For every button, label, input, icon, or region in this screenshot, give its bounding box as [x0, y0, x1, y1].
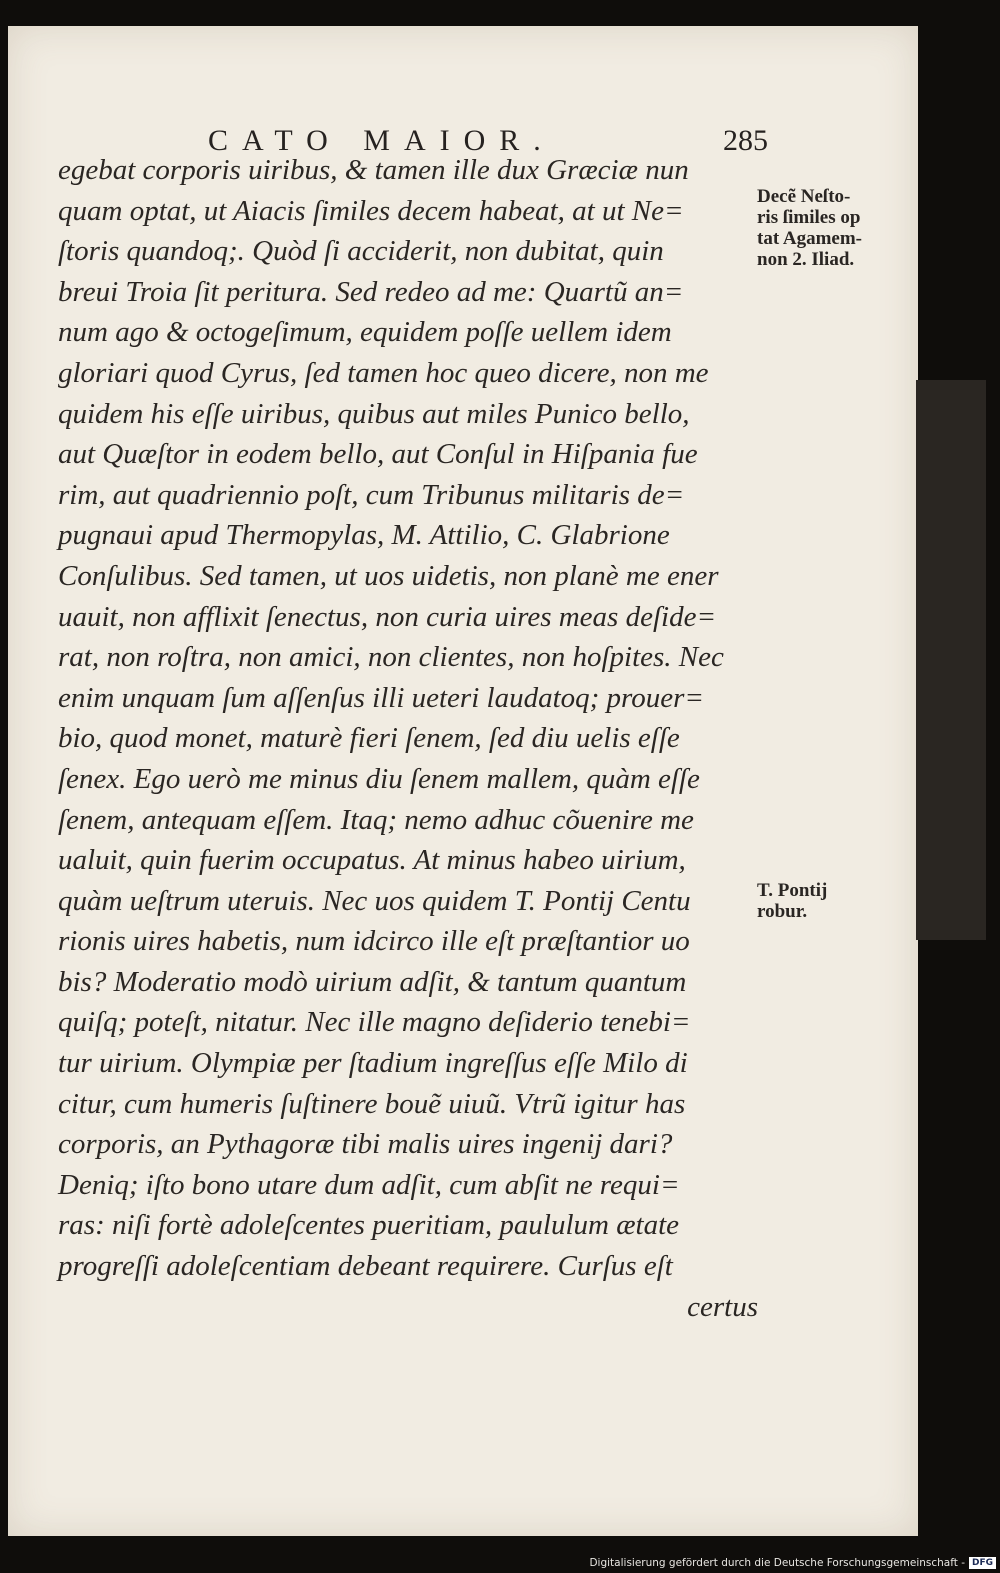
text-line: quiſq; poteſt, nitatur. Nec ille magno deſiderio tenebi= — [58, 1006, 691, 1039]
text-line: tur uirium. Olympiæ per ſtadium ingreſſus eſſe Milo di — [58, 1047, 688, 1080]
text-line: rionis uires habetis, num idcirco ille eſt præſtantior uo — [58, 925, 690, 958]
text-line: num ago & octogeſimum, equidem poſſe uellem idem — [58, 316, 672, 349]
text-line: bis? Moderatio modò uirium adſit, & tantum quantum — [58, 965, 687, 998]
marginal-note-line: Decẽ Neſto- — [757, 186, 851, 207]
text-line: corporis, an Pythagoræ tibi malis uires ingenij dari? — [58, 1128, 673, 1161]
text-line: breui Troia ſit peritura. Sed redeo ad me: Quartũ an= — [58, 275, 684, 308]
text-line: Deniq; iſto bono utare dum adſit, cum abſit ne requi= — [58, 1168, 680, 1201]
text-line: ſenex. Ego uerò me minus diu ſenem mallem, quàm eſſe — [58, 762, 700, 795]
text-line: progreſſi adoleſcentiam debeant requirere. Curſus eſt — [58, 1250, 673, 1283]
text-line: Conſulibus. Sed tamen, ut uos uidetis, non planè me ener — [58, 559, 719, 592]
main-text-block — [58, 150, 758, 1327]
text-line: uauit, non afflixit ſenectus, non curia uires meas deſide= — [58, 600, 717, 633]
dfg-logo: DFG — [969, 1557, 996, 1569]
text-line: ras: niſi fortè adoleſcentes pueritiam, paululum ætate — [58, 1209, 680, 1242]
text-line: quam optat, ut Aiacis ſimiles decem habeat, at ut Ne= — [58, 194, 684, 227]
text-line: gloriari quod Cyrus, ſed tamen hoc queo dicere, non me — [58, 356, 709, 389]
marginal-note-nestor — [757, 186, 907, 270]
credit-text: Digitalisierung gefördert durch die Deutsche Forschungsgemeinschaft - — [589, 1557, 965, 1569]
marginal-note-line: tat Agamem- — [757, 228, 862, 249]
text-line: citur, cum humeris ſuſtinere bouẽ uiuũ. Vtrũ igitur has — [58, 1087, 686, 1120]
text-line: rat, non roſtra, non amici, non clientes, non hoſpites. Nec — [58, 641, 724, 674]
text-line: bio, quod monet, maturè fieri ſenem, ſed diu uelis eſſe — [58, 722, 680, 755]
text-line: ſenem, antequam eſſem. Itaq; nemo adhuc cõuenire me — [58, 803, 694, 836]
marginal-note-line: ris ſimiles op — [757, 207, 861, 228]
page-number: 285 — [723, 124, 768, 157]
text-line: ualuit, quin fuerim occupatus. At minus habeo uirium, — [58, 844, 686, 877]
text-line: ſtoris quandoq;. Quòd ſi acciderit, non dubitat, quin — [58, 235, 664, 268]
running-title: CATO MAIOR. — [208, 124, 555, 157]
text-line: pugnaui apud Thermopylas, M. Attilio, C. Glabrione — [58, 519, 670, 552]
text-line: rim, aut quadriennio poſt, cum Tribunus militaris de= — [58, 478, 685, 511]
marginal-note-line: robur. — [757, 901, 808, 922]
text-line: egebat corporis uiribus, & tamen ille dux Græciæ nun — [58, 154, 689, 186]
marginal-note-line: non 2. Iliad. — [757, 249, 855, 270]
text-line: quidem his eſſe uiribus, quibus aut miles Punico bello, — [58, 397, 690, 430]
marginal-note-pontius — [757, 880, 907, 922]
digitization-credit — [589, 1557, 996, 1569]
text-line: enim unquam ſum aſſenſus illi ueteri laudatoq; prouer= — [58, 681, 704, 714]
text-line: quàm ueſtrum uteruis. Nec uos quidem T. Pontij Centu — [58, 884, 691, 917]
text-line: aut Quæſtor in eodem bello, aut Conſul in Hiſpania fue — [58, 438, 698, 471]
catchword: certus — [687, 1290, 758, 1323]
marginal-note-line: T. Pontij — [757, 880, 828, 901]
facing-page-edge — [916, 380, 986, 940]
